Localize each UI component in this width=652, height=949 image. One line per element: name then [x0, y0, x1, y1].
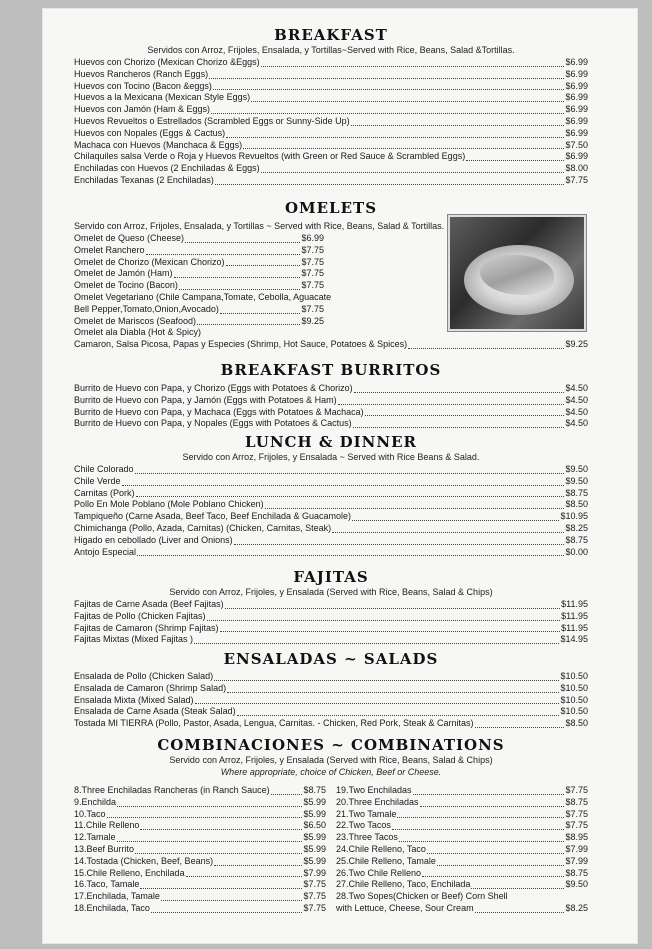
menu-item-row	[336, 832, 588, 844]
menu-item-row	[74, 383, 588, 395]
fajitas-section	[74, 568, 588, 646]
menu-item-row	[74, 92, 588, 104]
dot-leader	[135, 473, 565, 474]
menu-item-price: $7.99	[303, 867, 326, 878]
menu-item-name: 28.Two Sopes(Chicken or Beef) Corn Shell	[336, 891, 508, 902]
menu-item-row	[74, 233, 324, 245]
fajitas-title: FAJITAS	[293, 568, 369, 586]
menu-item-price: $7.75	[301, 268, 324, 279]
menu-item-row	[74, 856, 326, 868]
menu-item-price: $9.50	[565, 464, 588, 474]
menu-item-name: Tampiqueño (Carne Asada, Beef Taco, Beef Enchilada & Guacamole)	[74, 511, 352, 522]
menu-item-price: $9.25	[565, 339, 588, 350]
menu-item-name: Huevos a la Mexicana (Mexican Style Eggs)	[74, 92, 251, 103]
dot-leader	[214, 865, 302, 866]
menu-item-name: Chilaquiles salsa Verde o Roja y Huevos Revueltos (with Green or Red Sauce & Scrambled Eggs)	[74, 151, 466, 162]
menu-item-price: $0.00	[565, 546, 588, 557]
menu-item-price: $6.99	[565, 115, 588, 126]
menu-item-name: 22.Two Tacos	[336, 820, 391, 831]
menu-item-row	[74, 280, 324, 292]
omelets-subtitle: Servido con Arroz, Frijoles, Ensalada, y Tortillas ~ Served with Rice, Beans, Salad & Tortillas.	[74, 221, 445, 231]
menu-item-row	[74, 339, 588, 351]
salads-title: ENSALADAS ~ SALADS	[223, 650, 439, 668]
combos-left-column	[74, 785, 326, 915]
menu-item-price: $4.50	[565, 418, 588, 429]
menu-item-price: $6.99	[565, 151, 588, 162]
menu-item-price: $5.99	[303, 832, 326, 843]
fajitas-subtitle: Servido con Arroz, Frijoles, y Ensalada (Served with Rice, Beans, Salad & Chips)	[169, 587, 493, 597]
menu-item-row	[336, 903, 588, 915]
burritos-title: BREAKFAST BURRITOS	[220, 361, 442, 379]
menu-item-name: 21.Two Tamale	[336, 808, 397, 819]
menu-item-name: Huevos Revueltos o Estrellados (Scrambled Eggs or Sunny-Side Up)	[74, 115, 350, 126]
menu-item-name: Huevos con Jamón (Ham & Eggs)	[74, 104, 211, 115]
menu-item-row	[74, 820, 326, 832]
menu-item-price: $7.75	[301, 303, 324, 314]
menu-item-row	[74, 523, 588, 535]
breakfast-section	[74, 26, 588, 187]
dot-leader	[475, 912, 565, 913]
lunch-section	[74, 433, 588, 558]
menu-item-row	[74, 327, 324, 339]
dot-leader	[471, 888, 564, 889]
menu-item-price: $8.75	[565, 534, 588, 545]
dot-leader	[215, 184, 565, 185]
dot-leader	[261, 66, 565, 67]
menu-item-row	[74, 128, 588, 140]
menu-item-row	[336, 879, 588, 891]
menu-item-name: Burrito de Huevo con Papa, y Chorizo (Eggs with Potatoes & Chorizo)	[74, 383, 353, 393]
menu-item-price: $7.99	[565, 843, 588, 854]
menu-item-name: Enchiladas Texanas (2 Enchiladas)	[74, 174, 214, 185]
menu-item-price: $8.50	[565, 499, 588, 510]
menu-item-row	[74, 683, 588, 695]
menu-item-name: Pollo En Mole Poblano (Mole Poblano Chicken)	[74, 499, 264, 510]
menu-item-name: Omelet Vegetariano (Chile Campana,Tomate, Cebolla, Aguacate	[74, 291, 332, 302]
dot-leader	[422, 876, 564, 877]
menu-item-row	[74, 634, 588, 646]
dot-leader	[213, 89, 565, 90]
menu-item-name: Fajitas de Pollo (Chicken Fajitas)	[74, 610, 206, 621]
menu-item-price: $6.99	[565, 68, 588, 79]
dot-leader	[214, 680, 559, 681]
dot-leader	[194, 643, 559, 644]
dot-leader	[185, 242, 300, 243]
menu-item-name: Fajitas de Carne Asada (Beef Fajitas)	[74, 599, 224, 609]
dot-leader	[251, 101, 564, 102]
menu-item-name: 15.Chile Relleno, Enchilada	[74, 867, 185, 878]
menu-item-name: Huevos Rancheros (Ranch Eggs)	[74, 68, 209, 79]
menu-item-name: 16.Taco, Tamale	[74, 879, 140, 890]
breakfast-items	[74, 57, 588, 187]
menu-item-price: $5.99	[303, 855, 326, 866]
dot-leader	[399, 841, 565, 842]
menu-item-price: $9.50	[565, 879, 588, 890]
menu-item-price: $5.99	[303, 843, 326, 854]
menu-item-row	[74, 844, 326, 856]
menu-item-name: Burrito de Huevo con Papa, y Nopales (Eggs with Potatoes & Cactus)	[74, 418, 352, 429]
menu-item-row	[74, 879, 326, 891]
menu-item-name: Burrito de Huevo con Papa, y Jamón (Eggs with Potatoes & Ham)	[74, 394, 337, 405]
menu-item-price: $7.75	[565, 174, 588, 185]
dot-leader	[265, 508, 565, 509]
menu-item-price: $11.95	[561, 622, 588, 633]
menu-item-row	[74, 464, 588, 476]
menu-item-name: Camaron, Salsa Picosa, Papas y Especies (Shrimp, Hot Sauce, Potatoes & Spices)	[74, 339, 408, 350]
dot-leader	[220, 313, 301, 314]
menu-item-name: 11.Chile Relleno	[74, 820, 140, 831]
combos-columns	[74, 785, 588, 915]
menu-item-row	[74, 706, 588, 718]
menu-item-name: Antojo Especial	[74, 546, 137, 557]
omelet-photo	[448, 215, 586, 331]
menu-item-price: $8.75	[565, 796, 588, 807]
menu-item-name: Huevos con Chorizo (Mexican Chorizo &Eggs)	[74, 57, 260, 67]
combos-subtitle2: Where appropriate, choice of Chicken, Beef or Cheese.	[220, 767, 442, 777]
menu-item-row	[74, 140, 588, 152]
menu-item-price: $7.75	[303, 879, 326, 890]
dot-leader	[136, 496, 565, 497]
dot-leader	[354, 392, 565, 393]
menu-item-name: Ensalada de Carne Asada (Steak Salad)	[74, 706, 236, 717]
menu-item-price: $8.25	[565, 902, 588, 913]
menu-item-row	[74, 832, 326, 844]
menu-item-price: $6.99	[565, 104, 588, 115]
menu-item-name: Ensalada de Pollo (Chicken Salad)	[74, 671, 214, 681]
menu-item-name: with Lettuce, Cheese, Sour Cream	[336, 902, 474, 913]
dot-leader	[186, 876, 303, 877]
dot-leader	[352, 520, 559, 521]
menu-item-row	[74, 599, 588, 611]
menu-item-price: $9.25	[301, 315, 324, 326]
dot-leader	[161, 900, 303, 901]
combos-subtitle: Servido con Arroz, Frijoles, y Ensalada (Served with Rice, Beans, Salad & Chips)	[169, 755, 493, 765]
dot-leader	[466, 160, 564, 161]
menu-item-price: $6.99	[565, 57, 588, 67]
menu-item-row	[74, 81, 588, 93]
fajitas-items	[74, 599, 588, 646]
menu-item-name: Machaca con Huevos (Manchaca & Eggs)	[74, 139, 243, 150]
menu-item-name: Fajitas de Camaron (Shrimp Fajitas)	[74, 622, 219, 633]
menu-item-price: $7.50	[565, 139, 588, 150]
menu-item-price: $7.75	[303, 902, 326, 913]
dot-leader	[146, 254, 301, 255]
menu-item-price: $4.50	[565, 383, 588, 393]
menu-item-row	[74, 116, 588, 128]
dot-leader	[226, 137, 564, 138]
menu-item-price: $8.25	[565, 522, 588, 533]
dot-leader	[397, 817, 564, 818]
menu-item-price: $9.50	[565, 475, 588, 486]
menu-item-price: $8.00	[565, 163, 588, 174]
menu-item-row	[336, 785, 588, 797]
dot-leader	[122, 485, 565, 486]
menu-item-row	[336, 891, 588, 903]
menu-item-name: Carnitas (Pork)	[74, 487, 135, 498]
dot-leader	[209, 78, 564, 79]
menu-item-row	[74, 671, 588, 683]
menu-item-row	[74, 785, 326, 797]
combos-title: COMBINACIONES ~ COMBINATIONS	[157, 736, 505, 754]
dot-leader	[225, 608, 561, 609]
dot-leader	[234, 544, 565, 545]
dot-leader	[151, 912, 303, 913]
menu-item-row	[74, 623, 588, 635]
menu-item-row	[74, 304, 324, 316]
menu-item-row	[74, 395, 588, 407]
dot-leader	[261, 172, 565, 173]
menu-item-name: Omelet Ranchero	[74, 244, 145, 255]
lunch-title: LUNCH & DINNER	[245, 433, 417, 451]
menu-item-name: Omelet de Jamón (Ham)	[74, 268, 173, 279]
menu-item-name: Omelet de Mariscos (Seafood)	[74, 315, 197, 326]
menu-item-row	[74, 151, 588, 163]
menu-item-name: 27.Chile Relleno, Taco, Enchilada	[336, 879, 471, 890]
menu-item-price: $7.75	[301, 280, 324, 291]
dot-leader	[332, 532, 564, 533]
dot-leader	[392, 829, 565, 830]
menu-item-row	[74, 175, 588, 187]
menu-item-row	[74, 868, 326, 880]
menu-item-name: 13.Beef Burrito	[74, 843, 135, 854]
menu-item-name: Fajitas Mixtas (Mixed Fajitas )	[74, 634, 194, 645]
dot-leader	[427, 853, 565, 854]
menu-item-row	[74, 163, 588, 175]
menu-item-name: 19.Two Enchiladas	[336, 785, 412, 795]
menu-item-price: $8.75	[565, 867, 588, 878]
dot-leader	[420, 806, 565, 807]
menu-item-name: 17.Enchilada, Tamale	[74, 891, 160, 902]
burritos-section	[74, 361, 588, 430]
dot-leader	[117, 806, 302, 807]
menu-item-price: $10.95	[560, 511, 588, 522]
omelets-items	[74, 233, 332, 339]
menu-item-price: $7.75	[301, 256, 324, 267]
menu-item-name: Huevos con Nopales (Eggs & Cactus)	[74, 127, 226, 138]
menu-item-row	[336, 844, 588, 856]
salads-items	[74, 671, 588, 730]
menu-item-name: 18.Enchilada, Taco	[74, 902, 150, 913]
menu-item-row	[74, 69, 588, 81]
menu-item-row	[74, 535, 588, 547]
salads-section	[74, 650, 588, 730]
menu-item-name: Enchiladas con Huevos (2 Enchiladas & Eggs)	[74, 163, 260, 174]
menu-item-price: $6.99	[565, 127, 588, 138]
menu-item-row	[74, 476, 588, 488]
menu-item-row	[74, 695, 588, 707]
dot-leader	[207, 620, 561, 621]
menu-item-price: $10.50	[560, 694, 588, 705]
menu-item-price: $6.99	[565, 80, 588, 91]
menu-item-name: 25.Chile Relleno, Tamale	[336, 855, 436, 866]
menu-item-name: 10.Taco	[74, 808, 106, 819]
menu-item-row	[74, 291, 332, 304]
menu-item-row	[74, 611, 588, 623]
menu-page	[42, 8, 638, 944]
menu-item-price: $14.95	[560, 634, 588, 645]
menu-item-name: 26.Two Chile Relleno	[336, 867, 422, 878]
dot-leader	[475, 727, 565, 728]
menu-item-row	[74, 257, 324, 269]
menu-item-price: $8.50	[565, 718, 588, 729]
menu-item-price: $5.99	[303, 808, 326, 819]
menu-item-price: $7.99	[565, 855, 588, 866]
menu-item-price: $8.75	[565, 487, 588, 498]
menu-item-name: Omelet ala Diabla (Hot & Spicy)	[74, 327, 202, 338]
dot-leader	[408, 348, 564, 349]
menu-item-name: 14.Tostada (Chicken, Beef, Beans)	[74, 855, 214, 866]
menu-item-name: Chile Colorado	[74, 464, 134, 474]
menu-item-row	[74, 511, 588, 523]
breakfast-subtitle: Servidos con Arroz, Frijoles, Ensalada, y Tortillas~Served with Rice, Beans, Salad &Tortillas.	[147, 45, 515, 55]
menu-item-row	[74, 797, 326, 809]
dot-leader	[211, 113, 564, 114]
menu-item-row	[74, 245, 324, 257]
menu-item-row	[74, 488, 588, 500]
dot-leader	[107, 817, 303, 818]
breakfast-title: BREAKFAST	[274, 26, 388, 44]
menu-item-row	[74, 57, 588, 69]
menu-item-price: $6.99	[301, 233, 324, 243]
menu-item-price: $7.75	[565, 808, 588, 819]
menu-item-price: $4.50	[565, 406, 588, 417]
combos-right-column	[336, 785, 588, 915]
omelets-title: OMELETS	[284, 199, 378, 217]
menu-item-price: $6.99	[565, 92, 588, 103]
burritos-items	[74, 383, 588, 430]
dot-leader	[243, 148, 564, 149]
menu-item-price: $7.75	[565, 785, 588, 795]
dot-leader	[271, 794, 303, 795]
menu-item-row	[74, 418, 588, 430]
menu-item-row	[336, 809, 588, 821]
menu-item-name: Tostada MI TIERRA (Pollo, Pastor, Asada, Lengua, Carnitas. - Chicken, Red Pork, Steak & Carnitas)	[74, 718, 474, 729]
lunch-subtitle: Servido con Arroz, Frijoles, y Ensalada ~ Served with Rice Beans & Salad.	[182, 452, 480, 462]
dot-leader	[351, 125, 565, 126]
menu-item-price: $7.75	[565, 820, 588, 831]
menu-item-price: $10.50	[560, 682, 588, 693]
menu-item-row	[74, 316, 324, 328]
menu-item-name: Omelet de Tocino (Bacon)	[74, 280, 178, 291]
dot-leader	[135, 853, 302, 854]
dot-leader	[365, 415, 565, 416]
menu-item-name: 12.Tamale	[74, 832, 116, 843]
menu-item-row	[74, 104, 588, 116]
dot-leader	[437, 865, 565, 866]
menu-item-name: Bell Pepper,Tomato,Onion,Avocado)	[74, 303, 219, 314]
menu-item-row	[74, 268, 324, 280]
dot-leader	[353, 427, 565, 428]
menu-item-price: $6.50	[303, 820, 326, 831]
menu-item-name: 8.Three Enchiladas Rancheras (in Ranch Sauce)	[74, 785, 270, 795]
dot-leader	[140, 888, 302, 889]
omelets-last-line	[74, 339, 588, 351]
combos-section	[74, 736, 588, 915]
menu-item-row	[74, 547, 588, 559]
dot-leader	[237, 715, 560, 716]
menu-item-name: 24.Chile Relleno, Taco	[336, 843, 426, 854]
menu-item-price: $7.75	[301, 244, 324, 255]
dot-leader	[197, 324, 300, 325]
menu-item-price: $11.95	[561, 610, 588, 621]
dot-leader	[174, 277, 301, 278]
menu-item-name: 23.Three Tacos	[336, 832, 398, 843]
dot-leader	[195, 703, 560, 704]
dot-leader	[413, 794, 565, 795]
dot-leader	[179, 289, 301, 290]
menu-item-price: $7.75	[303, 891, 326, 902]
dot-leader	[226, 265, 301, 266]
menu-item-name: Ensalada Mixta (Mixed Salad)	[74, 694, 194, 705]
menu-item-name: Ensalada de Camaron (Shrimp Salad)	[74, 682, 227, 693]
menu-item-price: $10.50	[560, 706, 588, 717]
dot-leader	[140, 829, 302, 830]
dot-leader	[227, 692, 559, 693]
menu-item-row	[336, 820, 588, 832]
lunch-items	[74, 464, 588, 558]
menu-item-price: $4.50	[565, 394, 588, 405]
menu-item-price: $10.50	[560, 671, 588, 681]
menu-item-row	[336, 856, 588, 868]
menu-item-name: Higado en cebollado (Liver and Onions)	[74, 534, 233, 545]
menu-item-row	[74, 891, 326, 903]
menu-item-row	[74, 407, 588, 419]
dot-leader	[220, 631, 561, 632]
menu-item-row	[336, 868, 588, 880]
dot-leader	[137, 555, 564, 556]
menu-item-name: 20.Three Enchiladas	[336, 796, 419, 807]
menu-item-name: Huevos con Tocino (Bacon &eggs)	[74, 80, 212, 91]
menu-item-row	[74, 718, 588, 730]
menu-item-name: Burrito de Huevo con Papa, y Machaca (Eggs with Potatoes & Machaca)	[74, 406, 364, 417]
menu-item-name: Omelet de Chorizo (Mexican Chorizo)	[74, 256, 225, 267]
menu-item-price: $8.95	[565, 832, 588, 843]
menu-item-name: Chile Verde	[74, 475, 121, 486]
menu-item-name: Omelet de Queso (Cheese)	[74, 233, 185, 243]
menu-item-row	[74, 809, 326, 821]
menu-item-name: 9.Enchilda	[74, 796, 117, 807]
menu-item-price: $8.75	[303, 785, 326, 795]
dot-leader	[117, 841, 303, 842]
menu-item-row	[74, 499, 588, 511]
menu-item-row	[336, 797, 588, 809]
menu-item-name: Chimichanga (Pollo, Azada, Carnitas) (Chicken, Carnitas, Steak)	[74, 522, 332, 533]
menu-item-price: $11.95	[561, 599, 588, 609]
menu-item-price: $5.99	[303, 796, 326, 807]
menu-item-row	[74, 903, 326, 915]
dot-leader	[338, 404, 565, 405]
